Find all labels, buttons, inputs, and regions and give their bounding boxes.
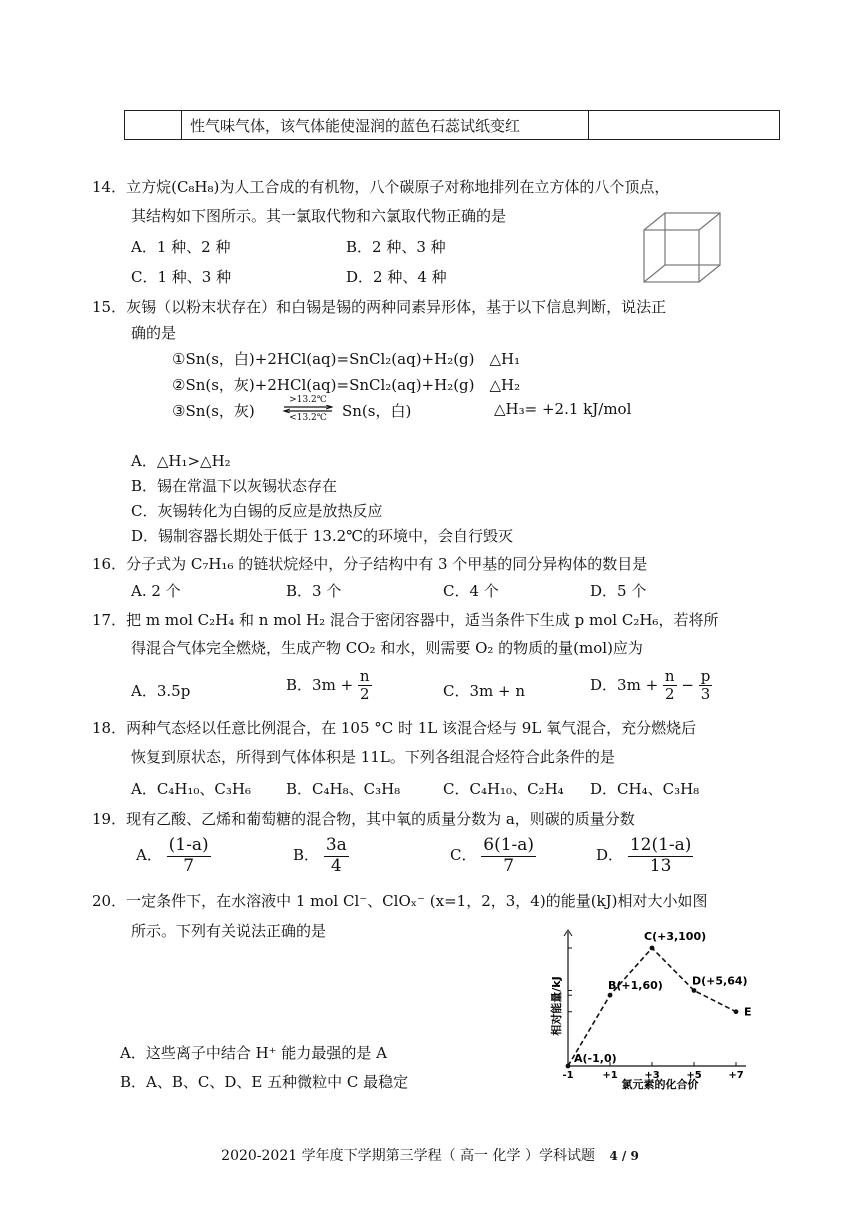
table-cell-empty xyxy=(125,111,182,140)
energy-series-line xyxy=(568,948,736,1066)
data-point xyxy=(734,1009,739,1014)
x-tick-label: +7 xyxy=(728,1070,744,1081)
q17-option-d xyxy=(590,668,712,704)
y-axis-label: 相对能量/kJ xyxy=(550,976,563,1036)
x-tick-label: -1 xyxy=(562,1070,574,1081)
q15-reaction-3-right: Sn(s，白) xyxy=(342,402,412,420)
q14-option-a: A．1 种、2 种 xyxy=(131,238,231,256)
minus-sign: − xyxy=(681,675,694,694)
x-tick-label: +5 xyxy=(686,1070,702,1081)
data-point-label: B(+1,60) xyxy=(608,979,663,993)
denominator: 13 xyxy=(649,855,672,876)
q19-option-c xyxy=(450,836,536,876)
fraction xyxy=(628,836,694,876)
q15-option-d: D．锡制容器长期处于低于 13.2℃的环境中，会自行毁灭 xyxy=(131,527,513,545)
q19-option-d xyxy=(596,836,693,876)
equilibrium-arrow xyxy=(282,395,334,437)
expression-text: 3m + xyxy=(312,675,354,694)
q18-stem-line1: 18．两种气态烃以任意比例混合，在 105 °C 时 1L 该混合烃与 9L 氧气混合，充分燃烧后 xyxy=(92,719,697,737)
x-axis-label: 氯元素的化合价 xyxy=(621,1078,699,1091)
denominator: 2 xyxy=(664,685,675,704)
table-cell-text: 性气味气体，该气体能使湿润的蓝色石蕊试纸变红 xyxy=(182,111,589,140)
q15-option-c: C．灰锡转化为白锡的反应是放热反应 xyxy=(131,502,383,520)
q20-stem-line1: 20．一定条件下，在水溶液中 1 mol Cl⁻、ClOₓ⁻ (x=1，2，3，4)的能量(kJ)相对大小如图 xyxy=(92,892,708,910)
q20-option-a: A．这些离子中结合 H⁺ 能力最强的是 A xyxy=(120,1044,387,1062)
cube-figure xyxy=(640,210,725,285)
chart-marks xyxy=(562,930,751,1081)
fraction xyxy=(167,836,211,876)
q16-option-a: A. 2 个 xyxy=(131,582,181,600)
option-label: C． xyxy=(450,846,477,865)
q14-option-b: B．2 种、3 种 xyxy=(346,238,446,256)
q16-stem: 16．分子式为 C₇H₁₆ 的链状烷烃中，分子结构中有 3 个甲基的同分异构体的数目是 xyxy=(92,555,648,573)
x-tick-label: +1 xyxy=(602,1070,618,1081)
option-label: D． xyxy=(590,675,618,694)
q17-stem-line1: 17．把 m mol C₂H₄ 和 n mol H₂ 混合于密闭容器中，适当条件下生成 p mol C₂H₆，若将所 xyxy=(92,611,719,629)
table-row xyxy=(125,111,780,140)
option-label: B． xyxy=(286,675,313,694)
q14-option-d: D．2 种、4 种 xyxy=(346,268,447,286)
q15-option-b: B．锡在常温下以灰锡状态存在 xyxy=(131,477,338,495)
expression-text: 3m + xyxy=(617,675,659,694)
fraction xyxy=(358,668,372,704)
data-point xyxy=(608,993,613,998)
double-arrow-icon xyxy=(282,405,334,413)
denominator: 2 xyxy=(359,685,370,704)
arrow-top-label: >13.2℃ xyxy=(289,395,327,405)
data-point-label: A(-1,0) xyxy=(574,1052,617,1065)
data-point-label: D(+5,64) xyxy=(692,974,748,988)
q14-stem-line1: 14．立方烷(C₈H₈)为人工合成的有机物，八个碳原子对称地排列在立方体的八个顶点， xyxy=(92,178,670,196)
data-point-label: E xyxy=(744,1005,752,1019)
data-point-label: C(+3,100) xyxy=(644,930,707,943)
q18-option-c: C．C₄H₁₀、C₂H₄ xyxy=(443,780,564,798)
table-cell-empty xyxy=(589,111,780,140)
q19-option-a xyxy=(136,836,211,876)
q16-option-d: D．5 个 xyxy=(590,582,647,600)
continuation-table xyxy=(124,110,780,140)
option-label: A． xyxy=(136,846,162,865)
q14-option-c: C．1 种、3 种 xyxy=(131,268,232,286)
q17-stem-line2: 得混合气体完全燃烧，生成产物 CO₂ 和水，则需要 O₂ 的物质的量(mol)应为 xyxy=(131,639,643,657)
q15-option-a: A．△H₁>△H₂ xyxy=(131,452,231,470)
denominator: 7 xyxy=(183,855,195,876)
q15-stem-line1: 15．灰锡（以粉末状存在）和白锡是锡的两种同素异形体，基于以下信息判断，说法正 xyxy=(92,298,667,316)
numerator: (1-a) xyxy=(168,835,209,855)
q15-reaction-2: ②Sn(s，灰)+2HCl(aq)=SnCl₂(aq)+H₂(g) △H₂ xyxy=(172,376,521,394)
numerator: n xyxy=(359,667,370,685)
page-number: 4 / 9 xyxy=(609,1149,639,1163)
q14-stem-line2: 其结构如下图所示。其一氯取代物和六氯取代物正确的是 xyxy=(131,207,507,225)
numerator: n xyxy=(664,667,675,685)
denominator: 3 xyxy=(700,685,711,704)
energy-chart xyxy=(540,926,760,1092)
denominator: 4 xyxy=(330,855,342,876)
q16-option-c: C．4 个 xyxy=(443,582,499,600)
option-label: D． xyxy=(596,846,624,865)
q15-reaction-3-dh: △H₃= +2.1 kJ/mol xyxy=(494,400,632,418)
fraction xyxy=(481,836,536,876)
fraction xyxy=(663,668,677,704)
data-point xyxy=(650,946,655,951)
numerator: 3a xyxy=(325,835,347,855)
numerator: p xyxy=(700,667,711,685)
q16-option-b: B．3 个 xyxy=(286,582,342,600)
q19-stem: 19．现有乙酸、乙烯和葡萄糖的混合物，其中氧的质量分数为 a，则碳的质量分数 xyxy=(92,810,635,828)
q17-option-a: A．3.5p xyxy=(131,682,191,700)
q18-option-d: D．CH₄、C₃H₈ xyxy=(590,780,700,798)
denominator: 7 xyxy=(503,855,515,876)
q18-option-a: A．C₄H₁₀、C₃H₆ xyxy=(131,780,252,798)
page-footer xyxy=(0,1145,860,1165)
q15-stem-line2: 确的是 xyxy=(131,324,177,342)
q18-stem-line2: 恢复到原状态，所得到气体体积是 11L。下列各组混合烃符合此条件的是 xyxy=(131,748,615,766)
q20-stem-line2: 所示。下列有关说法正确的是 xyxy=(131,922,327,940)
fraction xyxy=(699,668,713,704)
arrow-bottom-label: <13.2℃ xyxy=(289,413,327,423)
footer-title: 2020-2021 学年度下学期第三学程（ 高一 化学 ）学科试题 xyxy=(221,1148,595,1164)
x-tick-label: +3 xyxy=(644,1070,660,1081)
data-point xyxy=(566,1064,571,1069)
q17-option-c: C．3m + n xyxy=(443,682,526,700)
option-label: B． xyxy=(293,846,320,865)
q20-option-b: B．A、B、C、D、E 五种微粒中 C 最稳定 xyxy=(120,1073,409,1091)
numerator: 12(1-a) xyxy=(629,835,692,855)
q19-option-b xyxy=(293,836,349,876)
fraction xyxy=(324,836,349,876)
numerator: 6(1-a) xyxy=(483,835,535,855)
data-point xyxy=(692,988,697,993)
q15-reaction-3-left: ③Sn(s，灰) xyxy=(172,402,255,420)
q15-reaction-1: ①Sn(s，白)+2HCl(aq)=SnCl₂(aq)+H₂(g) △H₁ xyxy=(172,350,521,368)
q18-option-b: B．C₄H₈、C₃H₈ xyxy=(286,780,401,798)
q17-option-b xyxy=(286,668,372,704)
